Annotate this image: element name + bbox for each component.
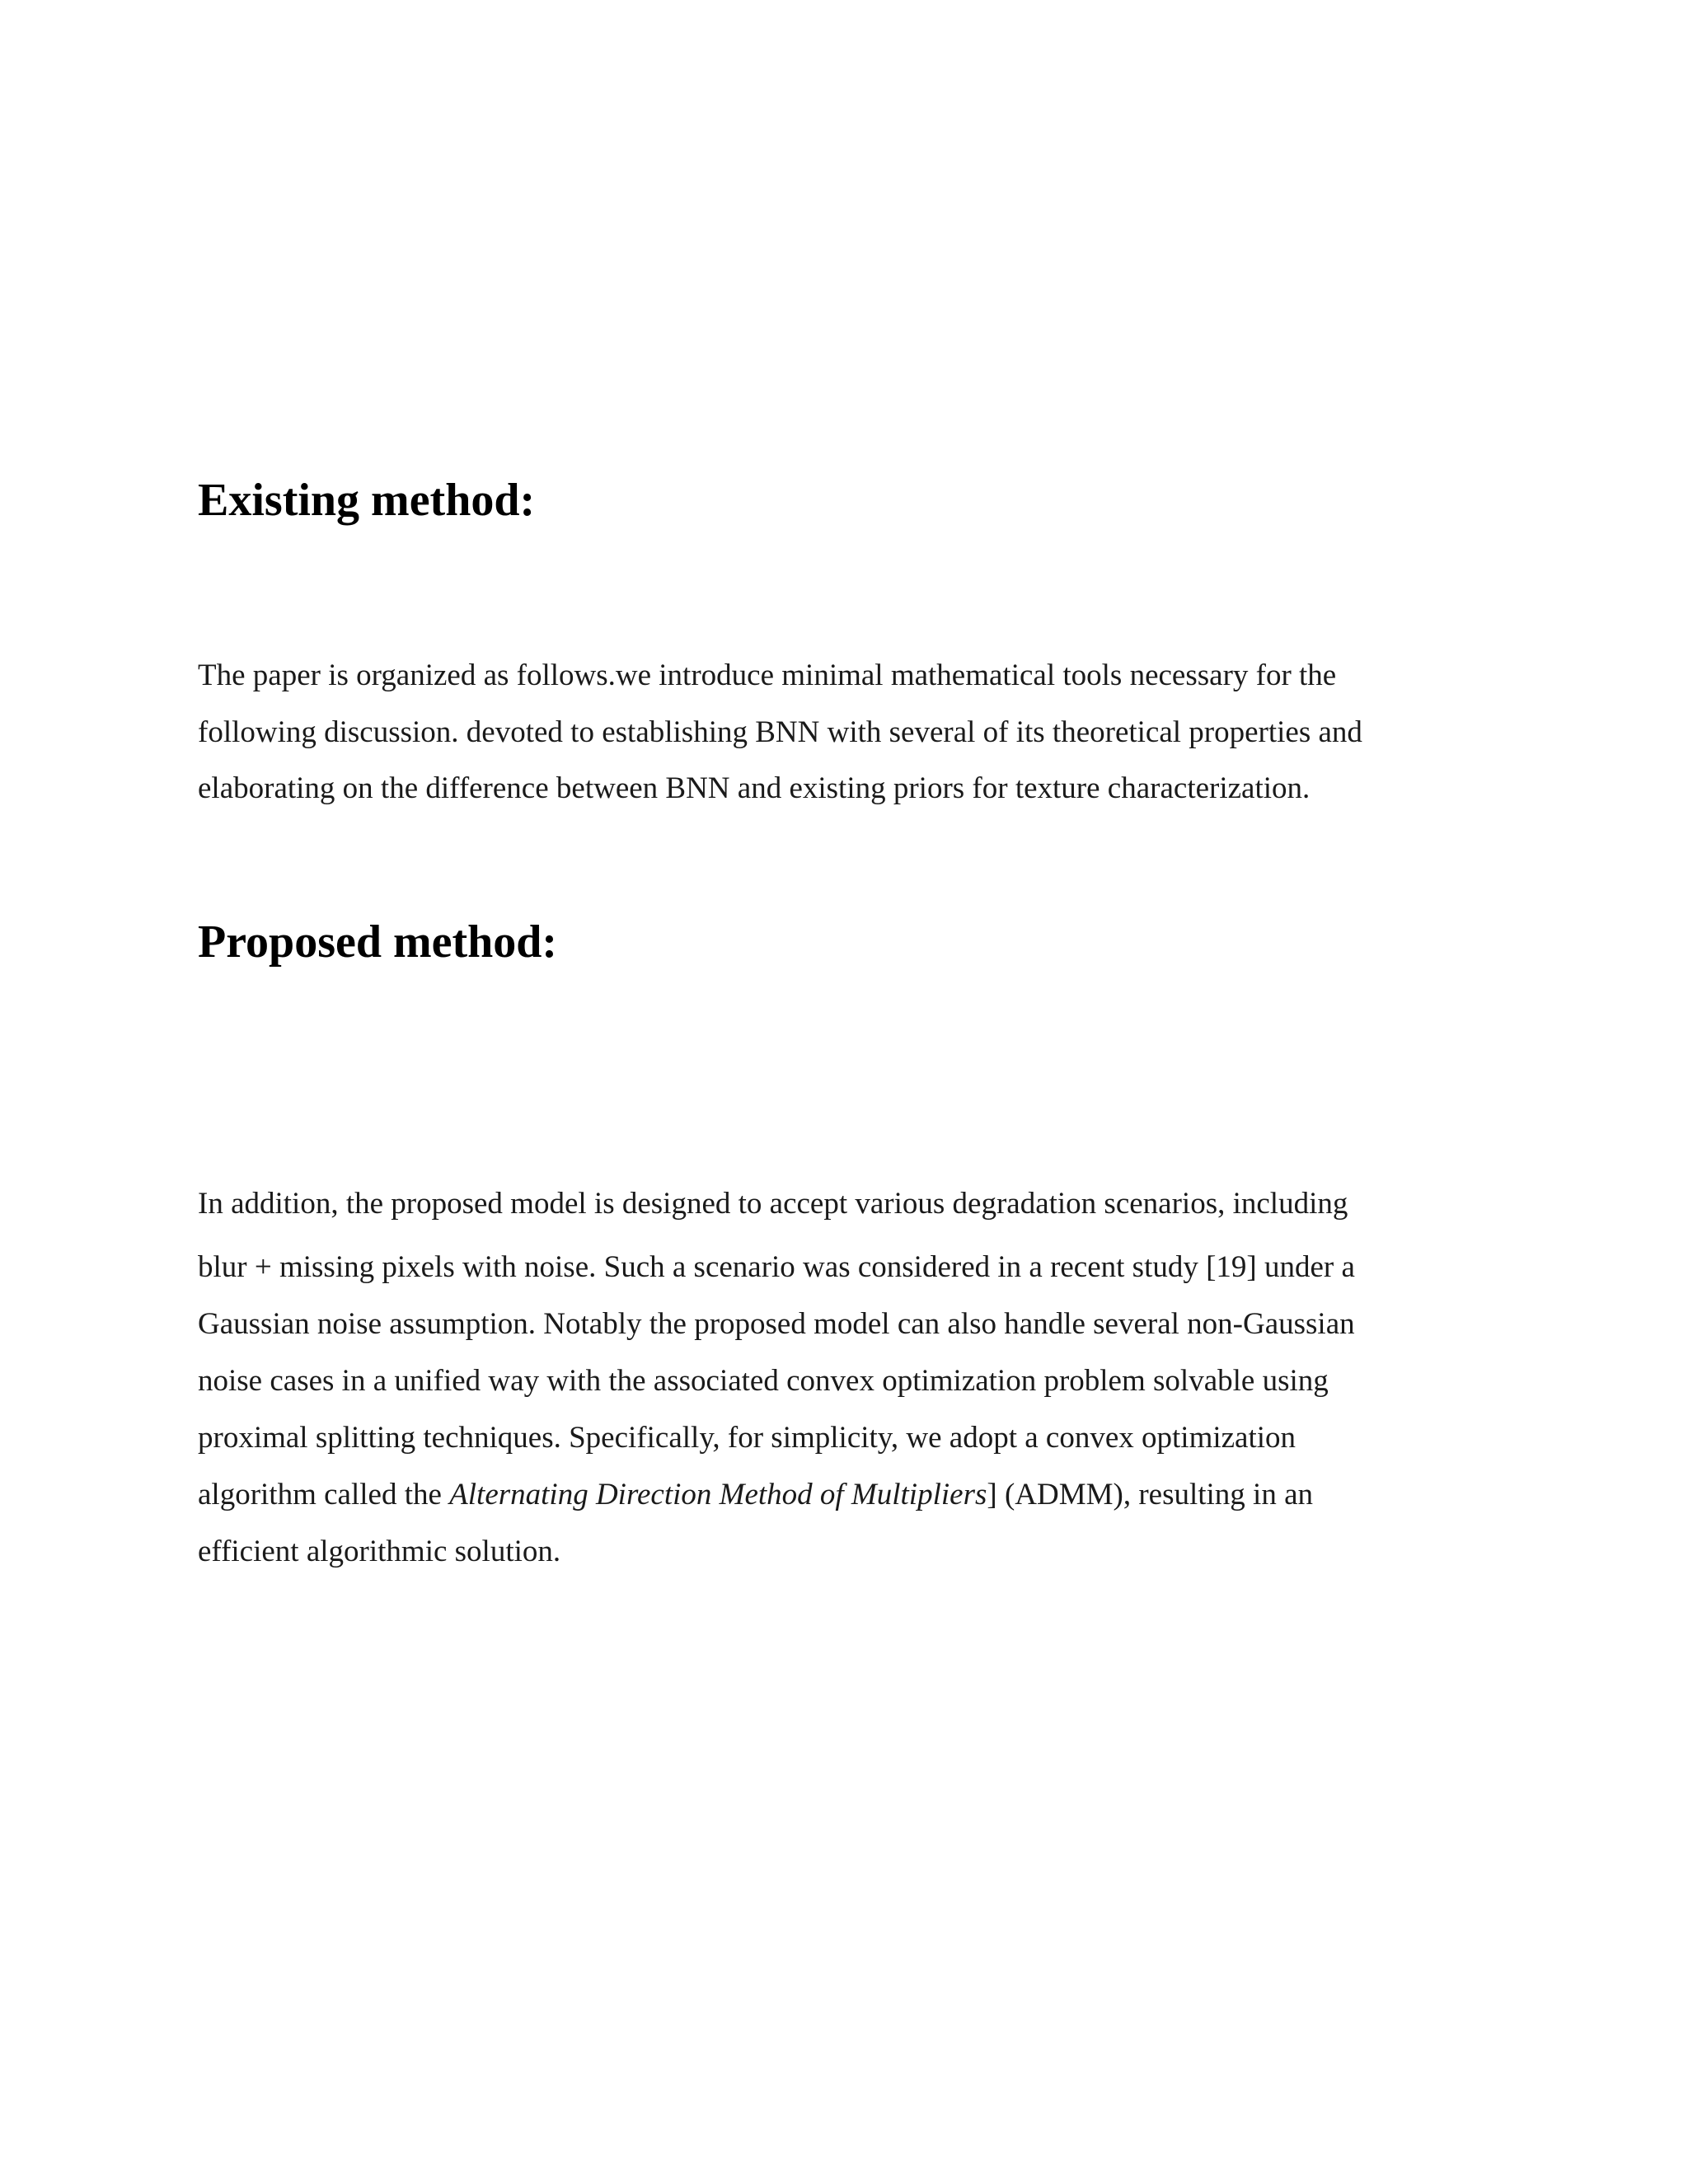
paragraph-line: blur + missing pixels with noise. Such a scenario was considered in a recent study [19] under a (198, 1250, 1355, 1284)
existing-method-paragraph (198, 648, 1500, 818)
paragraph-line: efficient algorithmic solution. (198, 1535, 561, 1568)
paragraph-line: elaborating on the difference between BNN and existing priors for texture characterization. (198, 771, 1311, 805)
existing-method-heading: Existing method: (198, 475, 536, 526)
paragraph-line (198, 1466, 1500, 1523)
paragraph-line: noise cases in a unified way with the associated convex optimization problem solvable using (198, 1364, 1329, 1398)
paragraph-line: In addition, the proposed model is designed to accept various degradation scenarios, including (198, 1187, 1348, 1221)
line-text: algorithm called the (198, 1478, 450, 1511)
paragraph-line: The paper is organized as follows.we introduce minimal mathematical tools necessary for the (198, 658, 1337, 692)
proposed-method-paragraph (198, 1175, 1500, 1580)
proposed-method-heading: Proposed method: (198, 916, 558, 968)
paragraph-line: proximal splitting techniques. Specifically, for simplicity, we adopt a convex optimization (198, 1421, 1296, 1455)
paragraph-line: following discussion. devoted to establishing BNN with several of its theoretical properties and (198, 715, 1362, 749)
admm-italic-term: Alternating Direction Method of Multipliers (449, 1478, 987, 1511)
line-text: ] (ADMM), resulting in an (987, 1478, 1314, 1511)
paragraph-line: Gaussian noise assumption. Notably the proposed model can also handle several non-Gaussian (198, 1307, 1355, 1341)
